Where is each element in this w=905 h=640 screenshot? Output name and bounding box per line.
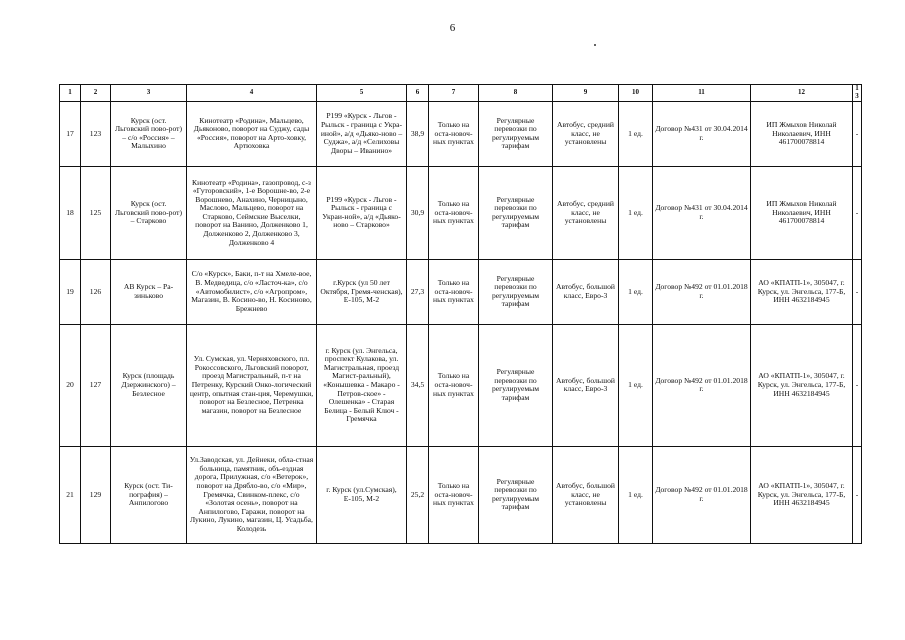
route-streets: г. Курск (ул.Сумская), Е-105, М-2 — [317, 446, 407, 543]
column-number-header: 8 — [479, 85, 553, 102]
route-stops: Ул.Заводская, ул. Дейнеки, обла-стная больница, памятник, объ-ездная дорога, Прилужная, с/о «Ветерок», поворот на Дрябло-во, с/о «Мир», Гремячка, Свинком-плекс, с/о «Золотая осень», поворот на Анпилогово, Гаражи, поворот на Лукино, Лукино, магазин, Ц. Усадьба, Колодезь — [187, 446, 317, 543]
extra-field: - — [853, 446, 862, 543]
route-stops: Кинотеатр «Родина», газопровод, с-з «Гуторовский», 1-е Ворошне-во, 2-е Ворошнево, Анахино, Черницыно, Маслово, Мальцево, поворот на Старково, Сеймские Выселки, поворот на Ванино, Долженково 1, Долженково 2, Долженково 3, Долженково 4 — [187, 166, 317, 259]
column-number-header: 12 — [751, 85, 853, 102]
scan-speck — [594, 44, 596, 46]
boarding-order: Только на оста-новоч-ных пунктах — [429, 166, 479, 259]
table-row — [60, 259, 862, 324]
extra-field: - — [853, 259, 862, 324]
row-number: 21 — [60, 446, 81, 543]
carrier-info: АО «КПАТП-1», 305047, г. Курск, ул. Энгельса, 177-Б, ИНН 4632184945 — [751, 259, 853, 324]
route-name: Курск (ост. Ти-пография) – Анпилогово — [111, 446, 187, 543]
vehicle-count: 1 ед. — [619, 446, 653, 543]
route-name: Курск (площадь Дзержинского) – Безлесное — [111, 324, 187, 446]
route-length: 27,3 — [407, 259, 429, 324]
boarding-order: Только на оста-новоч-ных пунктах — [429, 324, 479, 446]
carrier-info: ИП Жмыхов Николай Николаевич, ИНН 461700078814 — [751, 166, 853, 259]
route-length: 30,9 — [407, 166, 429, 259]
route-name: Курск (ост. Льговский пово-рот) – Старково — [111, 166, 187, 259]
transport-type: Регулярные перевозки по регулируемым тарифам — [479, 101, 553, 166]
route-streets: г.Курск (ул 50 лет Октября, Гремя-ченская), Е-105, М-2 — [317, 259, 407, 324]
carrier-info: ИП Жмыхов Николай Николаевич, ИНН 461700078814 — [751, 101, 853, 166]
transport-type: Регулярные перевозки по регулируемым тарифам — [479, 259, 553, 324]
contract-info: Договор №431 от 30.04.2014 г. — [653, 101, 751, 166]
column-number-header: 5 — [317, 85, 407, 102]
contract-info: Договор №431 от 30.04.2014 г. — [653, 166, 751, 259]
route-streets: Р199 «Курск - Льгов - Рыльск - граница с Укра-иной», а/д «Дьяко-ново – Суджа», а/д «Селиховы Дворы – Иванино» — [317, 101, 407, 166]
route-length: 38,9 — [407, 101, 429, 166]
route-stops: Ул. Сумская, ул. Черняховского, пл. Рокоссовского, Льговский поворот, проезд Магистральный, п-т на Петренку, Курский Онко-логический центр, опытная стан-ция, Черемушки, поворот на Безлесное, Петренка магазин, поворот на Безлесное — [187, 324, 317, 446]
column-number-header: 1 — [60, 85, 81, 102]
transport-type: Регулярные перевозки по регулируемым тарифам — [479, 166, 553, 259]
route-name: АВ Курск – Ра-зиньково — [111, 259, 187, 324]
table-row — [60, 166, 862, 259]
column-number-header: 2 — [81, 85, 111, 102]
route-number: 129 — [81, 446, 111, 543]
column-number-header: 4 — [187, 85, 317, 102]
header-row — [60, 85, 862, 102]
vehicle-count: 1 ед. — [619, 324, 653, 446]
carrier-info: АО «КПАТП-1», 305047, г. Курск, ул. Энгельса, 177-Б, ИНН 4632184945 — [751, 324, 853, 446]
column-number-header: 10 — [619, 85, 653, 102]
column-number-header: 9 — [553, 85, 619, 102]
route-number: 123 — [81, 101, 111, 166]
route-length: 25,2 — [407, 446, 429, 543]
route-register-table — [59, 84, 862, 544]
route-stops: Кинотеатр «Родина», Мальцево, Дьяконово, поворот на Суджу, сады «Россия», поворот на Арто-ховку, Артюховка — [187, 101, 317, 166]
route-streets: Р199 «Курск - Льгов - Рыльск - граница с Украи-ной», а/д «Дьяко-ново – Старково» — [317, 166, 407, 259]
route-name: Курск (ост. Льговский пово-рот) – с/о «Россия» – Малыхино — [111, 101, 187, 166]
vehicle-class: Автобус, большой класс, не установлены — [553, 446, 619, 543]
vehicle-class: Автобус, большой класс, Евро-3 — [553, 259, 619, 324]
route-stops: С/о «Курск», Баки, п-т на Хмеле-вое, В. Медведица, с/о «Ласточ-ка», с/о «Автомобилист», с/о «Агропром», Магазин, В. Косино-во, Н. Косиново, Брежнево — [187, 259, 317, 324]
vehicle-class: Автобус, большой класс, Евро-3 — [553, 324, 619, 446]
table-row — [60, 101, 862, 166]
route-number: 126 — [81, 259, 111, 324]
carrier-info: АО «КПАТП-1», 305047, г. Курск, ул. Энгельса, 177-Б, ИНН 4632184945 — [751, 446, 853, 543]
boarding-order: Только на оста-новоч-ных пунктах — [429, 446, 479, 543]
extra-field: - — [853, 101, 862, 166]
contract-info: Договор №492 от 01.01.2018 г. — [653, 446, 751, 543]
transport-type: Регулярные перевозки по регулируемым тарифам — [479, 324, 553, 446]
table-row — [60, 324, 862, 446]
boarding-order: Только на оста-новоч-ных пунктах — [429, 101, 479, 166]
column-number-header: 7 — [429, 85, 479, 102]
route-length: 34,5 — [407, 324, 429, 446]
route-number: 125 — [81, 166, 111, 259]
route-streets: г. Курск (ул. Энгельса, проспект Кулакова, ул. Магистральная, проезд Магист-ральный), «Конышевка - Макаро - Петров-ское» - Олешенка» - Старая Белица - Белый Ключ - Гремячка — [317, 324, 407, 446]
transport-type: Регулярные перевозки по регулируемым тарифам — [479, 446, 553, 543]
extra-field: - — [853, 166, 862, 259]
vehicle-class: Автобус, средний класс, не установлены — [553, 166, 619, 259]
route-number: 127 — [81, 324, 111, 446]
table-row — [60, 446, 862, 543]
contract-info: Договор №492 от 01.01.2018 г. — [653, 259, 751, 324]
page-number: 6 — [449, 22, 456, 34]
contract-info: Договор №492 от 01.01.2018 г. — [653, 324, 751, 446]
boarding-order: Только на оста-новоч-ных пунктах — [429, 259, 479, 324]
row-number: 18 — [60, 166, 81, 259]
column-number-header: 11 — [653, 85, 751, 102]
column-number-header: 13 — [853, 85, 862, 102]
vehicle-count: 1 ед. — [619, 101, 653, 166]
vehicle-count: 1 ед. — [619, 259, 653, 324]
table-body — [60, 85, 862, 544]
vehicle-class: Автобус, средний класс, не установлены — [553, 101, 619, 166]
extra-field: - — [853, 324, 862, 446]
row-number: 17 — [60, 101, 81, 166]
column-number-header: 6 — [407, 85, 429, 102]
row-number: 20 — [60, 324, 81, 446]
vehicle-count: 1 ед. — [619, 166, 653, 259]
row-number: 19 — [60, 259, 81, 324]
column-number-header: 3 — [111, 85, 187, 102]
